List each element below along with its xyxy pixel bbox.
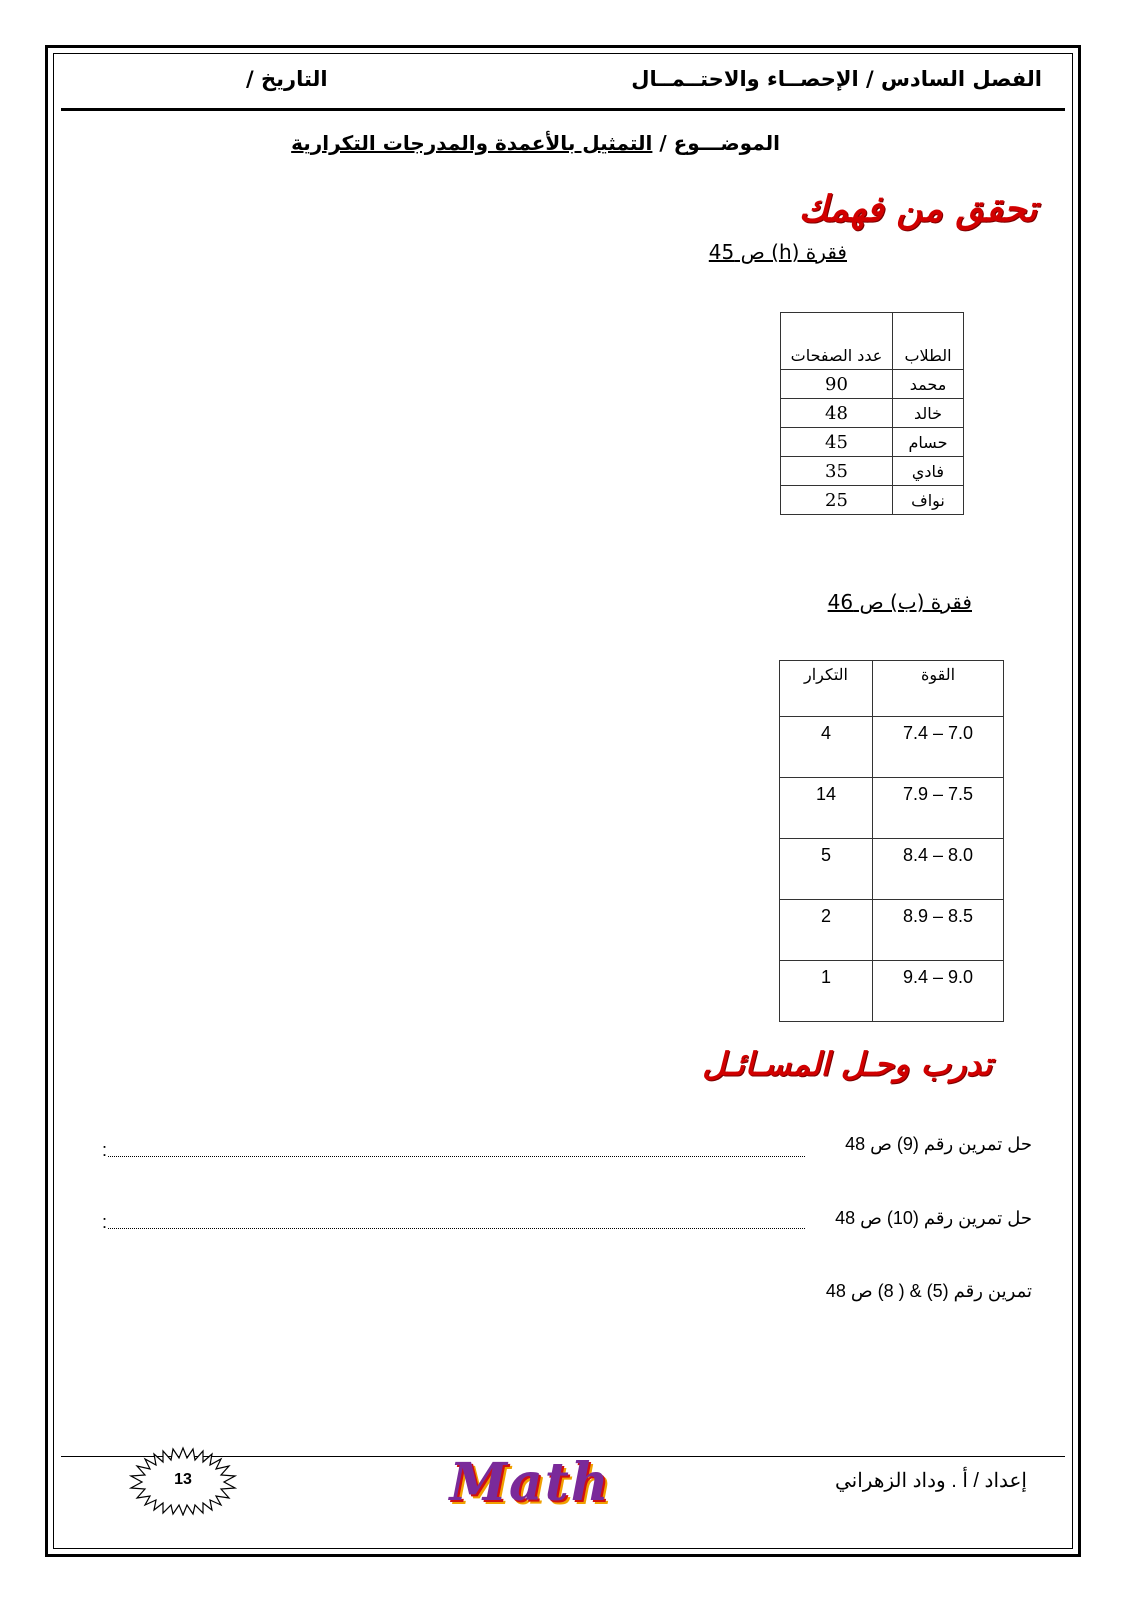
part-h-label: فقرة (h) ص 45	[708, 240, 847, 264]
student-name: خالد	[893, 399, 964, 428]
page-number-badge	[129, 1446, 237, 1516]
exercise-9: حل تمرين رقم (9) ص 48	[845, 1134, 1032, 1154]
frequency-value: 1	[780, 961, 873, 1022]
strength-interval: 9.4 – 9.0	[873, 961, 1004, 1022]
page-count: 45	[781, 428, 893, 457]
answer-line[interactable]	[108, 1156, 805, 1157]
strength-frequency-table	[779, 660, 1004, 1022]
page-count: 25	[781, 486, 893, 515]
exercise-10: حل تمرين رقم (10) ص 48	[835, 1208, 1032, 1228]
math-logo	[400, 1452, 660, 1512]
table-row	[780, 961, 1004, 1022]
table-row	[781, 370, 964, 399]
page-count: 35	[781, 457, 893, 486]
strength-interval: 8.9 – 8.5	[873, 900, 1004, 961]
table2-header-strength: القوة	[873, 661, 1004, 717]
table-row	[781, 428, 964, 457]
frequency-value: 4	[780, 717, 873, 778]
exercise-5-8: تمرين رقم (5) & ( 8) ص 48	[825, 1281, 1032, 1301]
practice-title: تدرب وحـل المسـائـل	[702, 1045, 992, 1083]
table-row	[781, 399, 964, 428]
math-logo-text: Math	[449, 1452, 611, 1513]
subject-title: التمثيل بالأعمدة والمدرجات التكرارية	[291, 131, 653, 155]
line-end-mark: :	[102, 1140, 108, 1160]
chapter-title: الفصل السادس / الإحصــاء والاحتــمــال	[631, 67, 1042, 91]
table2-header-frequency: التكرار	[780, 661, 873, 717]
page-number: 13	[174, 1471, 192, 1488]
part-b-label: فقرة (ب) ص 46	[827, 590, 972, 614]
table-row	[780, 900, 1004, 961]
table1-header-students: الطلاب	[893, 313, 964, 370]
author-credit: إعداد / أ . وداد الزهراني	[835, 1470, 1027, 1492]
frequency-value: 14	[780, 778, 873, 839]
strength-interval: 7.4 – 7.0	[873, 717, 1004, 778]
table1-header-pages: عدد الصفحات	[781, 313, 893, 370]
page-count: 90	[781, 370, 893, 399]
student-name: نواف	[893, 486, 964, 515]
table-row	[781, 486, 964, 515]
strength-interval: 8.4 – 8.0	[873, 839, 1004, 900]
table-row	[780, 839, 1004, 900]
table-row	[781, 457, 964, 486]
line-end-mark: :	[102, 1212, 108, 1232]
date-label: التاريخ /	[246, 67, 328, 91]
frequency-value: 5	[780, 839, 873, 900]
frequency-value: 2	[780, 900, 873, 961]
subject-label: الموضـــوع /	[659, 131, 780, 155]
student-name: محمد	[893, 370, 964, 399]
check-understanding-title: تحقق من فهمك	[798, 188, 1037, 230]
strength-interval: 7.9 – 7.5	[873, 778, 1004, 839]
table-row	[780, 778, 1004, 839]
table-row	[780, 717, 1004, 778]
page-count: 48	[781, 399, 893, 428]
answer-line[interactable]	[108, 1228, 805, 1229]
students-pages-table	[780, 312, 964, 515]
subject-line	[291, 131, 780, 155]
header-rule	[61, 108, 1065, 111]
student-name: حسام	[893, 428, 964, 457]
student-name: فادي	[893, 457, 964, 486]
